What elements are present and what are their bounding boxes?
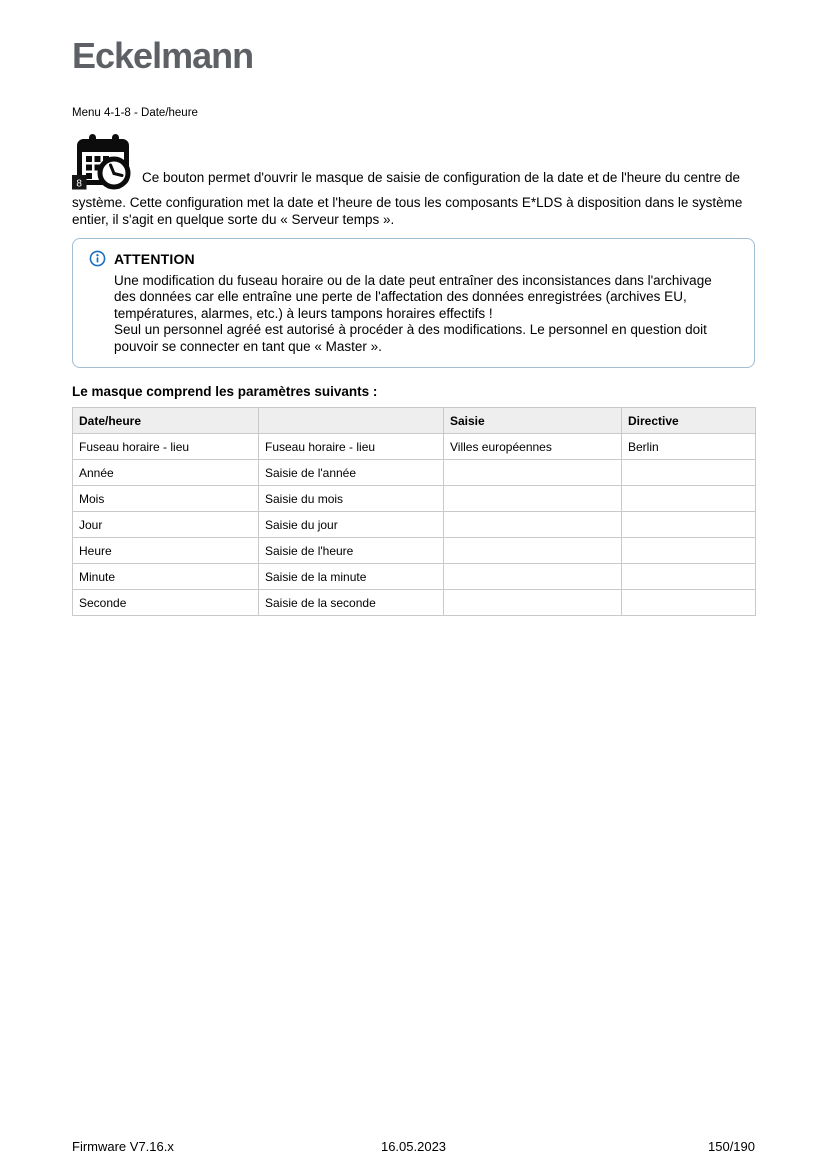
table-cell — [622, 460, 756, 486]
attention-title: ATTENTION — [114, 250, 195, 267]
table-cell — [622, 486, 756, 512]
table-cell: Berlin — [622, 434, 756, 460]
badge-number: 8 — [76, 178, 82, 190]
column-header-date-heure: Date/heure — [73, 408, 259, 434]
table-header-row — [73, 408, 756, 434]
table-cell: Heure — [73, 538, 259, 564]
intro-text: Ce bouton permet d'ouvrir le masque de saisie de configuration de la date et de l'heure du centre de système. Cette configuration met la date et l'heure de tous les composants E*LDS à disposition dans le système entier, il s'agit en quelque sorte du « Serveur temps ». — [72, 170, 743, 227]
table-row — [73, 538, 756, 564]
table-cell: Seconde — [73, 590, 259, 616]
menu-breadcrumb: Menu 4-1-8 - Date/heure — [72, 107, 198, 119]
table-cell — [444, 538, 622, 564]
column-header-directive: Directive — [622, 408, 756, 434]
table-cell — [444, 460, 622, 486]
info-icon — [89, 250, 106, 267]
table-cell — [444, 590, 622, 616]
table-cell: Saisie de la seconde — [259, 590, 444, 616]
table-cell — [622, 590, 756, 616]
table-cell: Fuseau horaire - lieu — [259, 434, 444, 460]
attention-paragraph-2: Seul un personnel agréé est autorisé à procéder à des modifications. Le personnel en question doit pouvoir se connecter en tant que « Master ». — [114, 322, 707, 354]
attention-body — [89, 273, 738, 355]
clock-hour-hand — [114, 174, 122, 176]
table-cell — [622, 538, 756, 564]
attention-header — [89, 250, 738, 267]
table-intro-heading: Le masque comprend les paramètres suivants : — [72, 384, 378, 400]
table-row — [73, 486, 756, 512]
table-cell: Saisie du jour — [259, 512, 444, 538]
table-cell — [622, 564, 756, 590]
table-cell: Mois — [73, 486, 259, 512]
table-cell — [444, 486, 622, 512]
table-row — [73, 564, 756, 590]
table-cell: Année — [73, 460, 259, 486]
parameters-table — [72, 407, 756, 616]
attention-box — [72, 238, 755, 368]
table-row — [73, 460, 756, 486]
table-cell — [444, 512, 622, 538]
column-header-empty — [259, 408, 444, 434]
calendar-header-band — [82, 144, 124, 152]
table-cell: Saisie de la minute — [259, 564, 444, 590]
table-cell: Jour — [73, 512, 259, 538]
table-cell — [622, 512, 756, 538]
attention-paragraph-1: Une modification du fuseau horaire ou de la date peut entraîner des inconsistances dans l'archivage des données car elle entraîne une perte de l'affectation des données enregistrées (archives EU, températures, alarmes, etc.) à leurs tampons horaires effectifs ! — [114, 273, 712, 321]
table-row — [73, 590, 756, 616]
table-cell: Fuseau horaire - lieu — [73, 434, 259, 460]
footer-firmware-version: Firmware V7.16.x — [72, 1139, 174, 1154]
date-time-button-icon — [72, 134, 134, 194]
table-cell: Saisie de l'heure — [259, 538, 444, 564]
table-cell: Saisie de l'année — [259, 460, 444, 486]
table-cell — [444, 564, 622, 590]
table-row — [73, 512, 756, 538]
footer-page-number: 150/190 — [708, 1139, 755, 1154]
intro-paragraph — [72, 134, 755, 228]
table-cell: Minute — [73, 564, 259, 590]
footer-date: 16.05.2023 — [380, 1139, 447, 1154]
eckelmann-logo: Eckelmann — [72, 35, 254, 76]
table-cell: Saisie du mois — [259, 486, 444, 512]
column-header-saisie: Saisie — [444, 408, 622, 434]
table-row — [73, 434, 756, 460]
table-cell: Villes européennes — [444, 434, 622, 460]
